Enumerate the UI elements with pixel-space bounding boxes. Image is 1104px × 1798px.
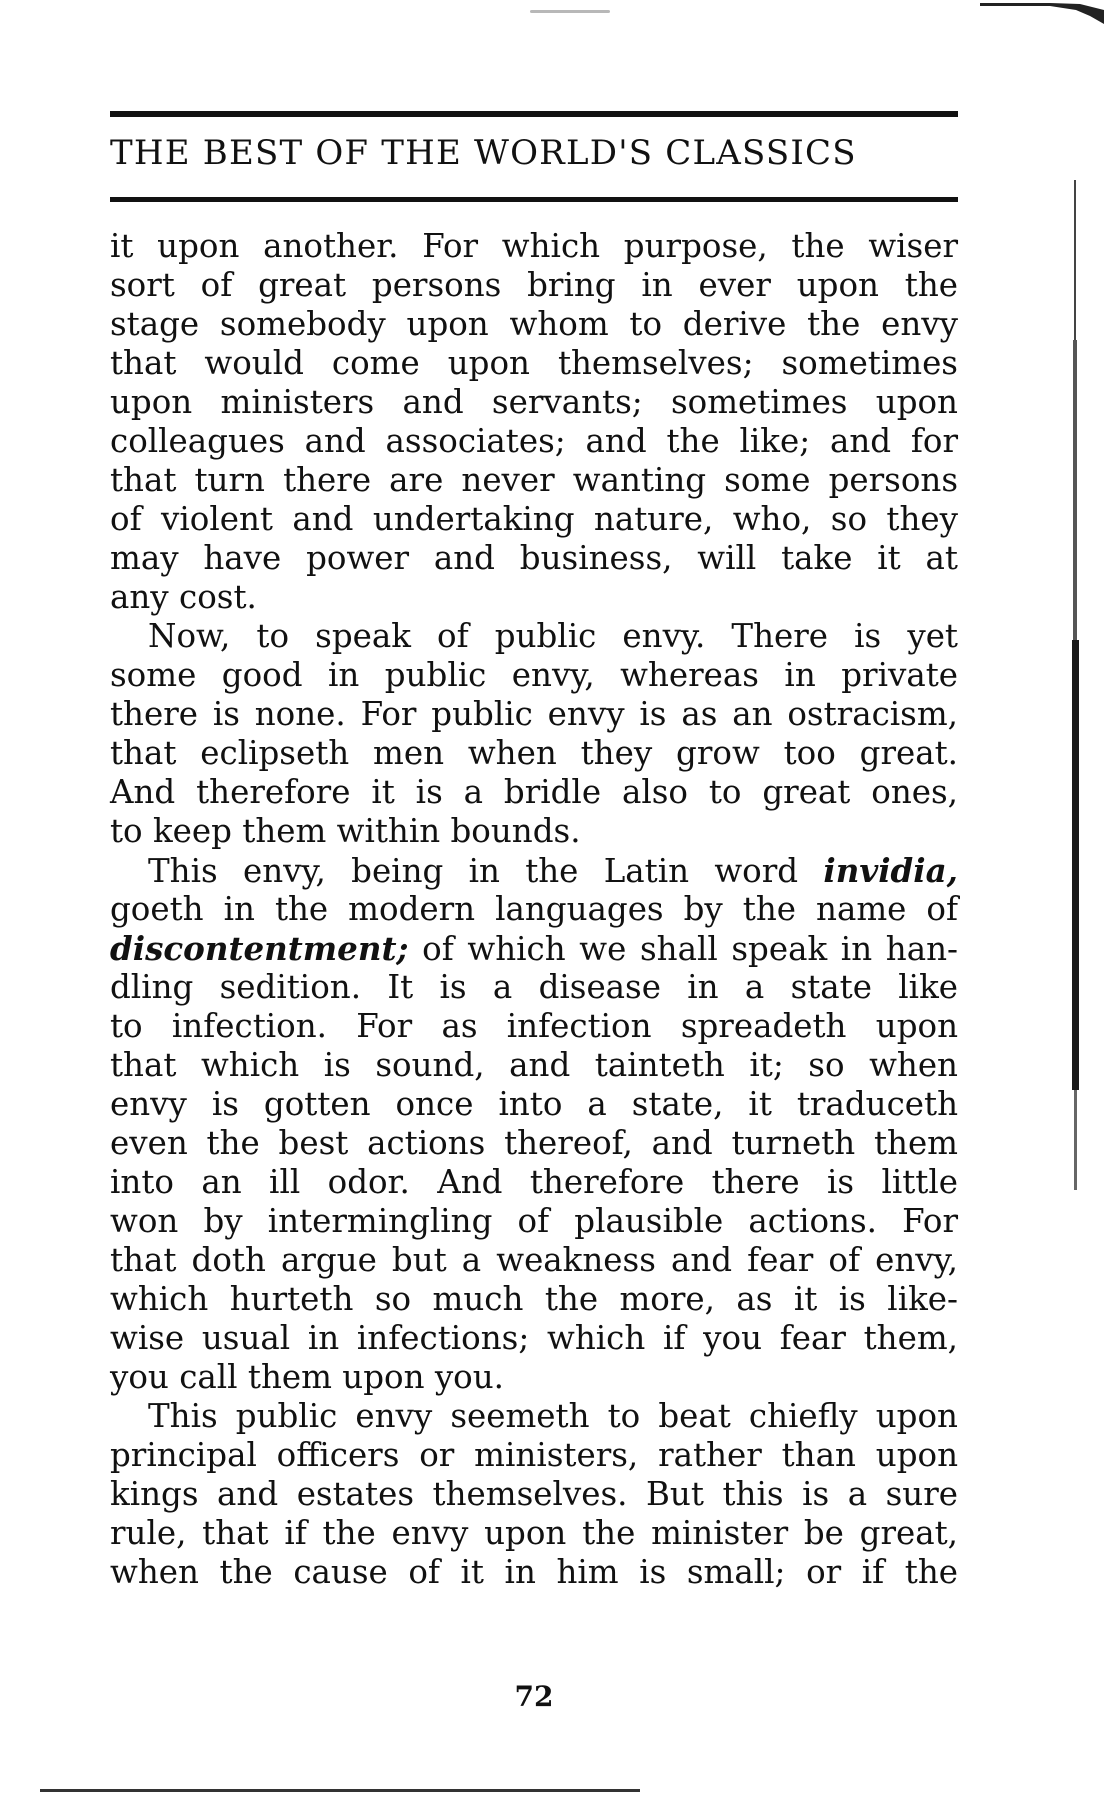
text-line: goeth in the modern languages by the name of [110,890,958,928]
text-line: This public envy seemeth to beat chiefly upon [148,1397,958,1435]
text-line: won by intermingling of plausible actions. For [110,1202,958,1240]
body-text [110,227,958,1592]
text-line: kings and estates themselves. But this is a sure [110,1475,958,1513]
text-line [110,851,958,890]
scan-corner-mark [980,0,1104,26]
text-line: Now, to speak of public envy. There is yet [148,617,958,655]
scan-smudge [530,10,610,13]
text-line: when the cause of it in him is small; or if the [110,1553,958,1591]
text-line: it upon another. For which purpose, the wiser [110,227,958,265]
text-line: that doth argue but a weakness and fear of envy, [110,1241,958,1279]
text-line: dling sedition. It is a disease in a state like [110,968,958,1006]
text-segment: of which we shall speak in han- [422,930,958,968]
text-line: that which is sound, and tainteth it; so when [110,1046,958,1084]
header-rule-top [110,111,958,117]
text-line: some good in public envy, whereas in private [110,656,958,694]
text-line: into an ill odor. And therefore there is little [110,1163,958,1201]
running-title: THE BEST OF THE WORLD'S CLASSICS [110,133,857,173]
text-line: envy is gotten once into a state, it traduceth [110,1085,958,1123]
scan-page-edge [1068,180,1084,1280]
text-line [110,929,958,968]
text-line: And therefore it is a bridle also to great ones, [110,773,958,811]
italic-term: discontentment; [110,929,409,968]
header-rule-bottom [110,197,958,202]
text-line: that eclipseth men when they grow too great. [110,734,958,772]
text-line: upon ministers and servants; sometimes upon [110,383,958,421]
text-segment: This envy, being in the Latin word [148,852,799,890]
page-number: 72 [514,1680,554,1713]
scan-bottom-edge [40,1779,640,1787]
text-line: rule, that if the envy upon the minister be great, [110,1514,958,1552]
text-line: to infection. For as infection spreadeth upon [110,1007,958,1045]
text-line: wise usual in infections; which if you fear them, [110,1319,958,1357]
text-line: there is none. For public envy is as an ostracism, [110,695,958,733]
text-line: colleagues and associates; and the like; and for [110,422,958,460]
text-line: may have power and business, will take it at [110,539,958,577]
italic-term: invidia, [823,851,958,890]
text-line: that would come upon themselves; sometimes [110,344,958,382]
text-line: principal officers or ministers, rather than upon [110,1436,958,1474]
text-line: any cost. [110,578,257,616]
text-line: sort of great persons bring in ever upon the [110,266,958,304]
text-line: to keep them within bounds. [110,812,581,850]
text-line: you call them upon you. [110,1358,505,1396]
text-line: stage somebody upon whom to derive the envy [110,305,958,343]
text-line: even the best actions thereof, and turneth them [110,1124,958,1162]
text-line: of violent and undertaking nature, who, so they [110,500,958,538]
text-line: that turn there are never wanting some persons [110,461,958,499]
text-line: which hurteth so much the more, as it is like- [110,1280,958,1318]
